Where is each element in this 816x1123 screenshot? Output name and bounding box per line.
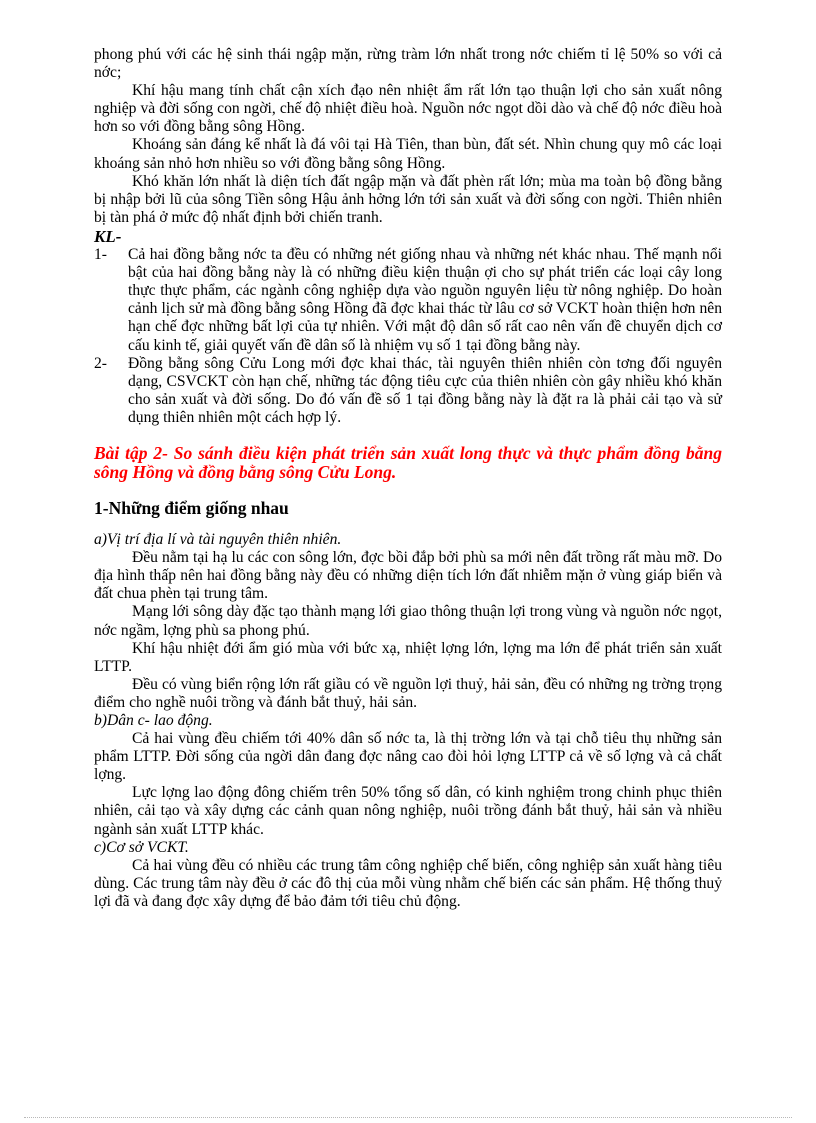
conclusion-item-1	[94, 246, 722, 355]
paragraph-a2: Mạng lới sông dày đặc tạo thành mạng lới giao thông thuận lợi trong vùng và nguồn nớc ngọt, nớc ngầm, lợng phù sa phong phú.	[94, 603, 722, 639]
list-number: 1-	[94, 246, 107, 264]
page-bottom-border	[24, 1117, 792, 1118]
list-item-text: Cả hai đồng bằng nớc ta đều có những nét giống nhau và những nét khác nhau. Thế mạnh nổi bật của hai đồng bằng này là có những điều kiện thuận ợi cho sự phát triển các loại cây long thực thực phẩm, các ngành công nghiệp dựa vào nguồn nguyên liệu từ nông nghiệp. Do hoàn cảnh lịch sử mà đồng bằng sông Hồng đã đợc khai thác từ lâu cơ sở VCKT hoàn thiện hơn nên hạn chế đợc những bất lợi của tự nhiên. Với mật độ dân số rất cao nên vấn đề chuyển dịch cơ cấu kinh tế, giải quyết vấn đề dân số là nhiệm vụ số 1 tại đồng bằng này.	[128, 246, 722, 354]
paragraph-minerals: Khoáng sản đáng kể nhất là đá vôi tại Hà Tiên, than bùn, đất sét. Nhìn chung quy mô các loại khoáng sản nhỏ hơn nhiều so với đồng bằng sông Hồng.	[94, 136, 722, 172]
conclusion-item-2	[94, 355, 722, 427]
paragraph-a1: Đều nằm tại hạ lu các con sông lớn, đợc bồi đắp bởi phù sa mới nên đất trồng rất màu mỡ. Do địa hình thấp nên hai đồng bằng này đều có những diện tích lớn đất nhiễm mặn ở vùng giáp biển và đất chua phèn tại trung tâm.	[94, 549, 722, 603]
paragraph-difficulties: Khó khăn lớn nhất là diện tích đất ngập mặn và đất phèn rất lớn; mùa ma toàn bộ đồng bằng bị nhập bởi lũ của sông Tiền sông Hậu ảnh hởng lớn tới sản xuất và đời sống con ngời. Thiên nhiên bị tàn phá ở mức độ nhất định bởi chiến tranh.	[94, 172, 722, 226]
subsection-a-heading: a)Vị trí địa lí và tài nguyên thiên nhiên.	[94, 531, 342, 549]
exercise-title: Bài tập 2- So sánh điều kiện phát triển sản xuất long thực và thực phẩm đồng bằng sông Hồng và đồng bằng sông Cửu Long.	[94, 442, 722, 482]
paragraph-b2: Lực lợng lao động đông chiếm trên 50% tổng số dân, có kinh nghiệm trong chinh phục thiên nhiên, cải tạo và xây dựng các cảnh quan nông nghiệp, nuôi trồng đánh bắt thuỷ, hải sản và nhiều ngành sản xuất LTTP khác.	[94, 784, 722, 838]
subsection-c-heading: c)Cơ sở VCKT.	[94, 838, 189, 856]
paragraph-c1: Cả hai vùng đều có nhiều các trung tâm công nghiệp chế biến, công nghiệp sản xuất hàng tiêu dùng. Các trung tâm này đều ở các đô thị của mỗi vùng nhằm chế biến các sản phẩm. Hệ thống thuỷ lợi đã và đang đợc xây dựng để bảo đảm tới tiêu chủ động.	[94, 856, 722, 910]
paragraph-a4: Đều có vùng biển rộng lớn rất giầu có về nguồn lợi thuỷ, hải sản, đều có những ng trờng trọng điểm cho nghề nuôi trồng và đánh bắt thuỷ, hải sản.	[94, 675, 722, 711]
conclusion-heading: KL-	[94, 226, 122, 246]
paragraph-climate: Khí hậu mang tính chất cận xích đạo nên nhiệt ẩm rất lớn tạo thuận lợi cho sản xuất nông nghiệp và đời sống con ngời, chế độ nhiệt điều hoà. Nguồn nớc ngọt dồi dào và chế độ nớc điều hoà hơn so với đồng bằng sông Hồng.	[94, 82, 722, 136]
paragraph-intro: phong phú với các hệ sinh thái ngập mặn, rừng tràm lớn nhất trong nớc chiếm tỉ lệ 50% so với cả nớc;	[94, 46, 722, 82]
list-number: 2-	[94, 354, 107, 372]
paragraph-b1: Cả hai vùng đều chiếm tới 40% dân số nớc ta, là thị trờng lớn và tại chỗ tiêu thụ những sản phẩm LTTP. Đời sống của ngời dân đang đợc nâng cao đòi hỏi lợng LTTP cả về số lợng và cả chất lợng.	[94, 730, 722, 784]
section-heading: 1-Những điểm giống nhau	[94, 497, 289, 518]
paragraph-a3: Khí hậu nhiệt đới ẩm gió mùa với bức xạ, nhiệt lợng lớn, lợng ma lớn để phát triển sản xuất LTTP.	[94, 639, 722, 675]
subsection-b-heading: b)Dân c- lao động.	[94, 712, 213, 729]
list-item-text: Đồng bằng sông Cửu Long mới đợc khai thác, tài nguyên thiên nhiên còn tơng đối nguyên dạng, CSVCKT còn hạn chế, những tác động tiêu cực của thiên nhiên còn gây nhiều khó khăn cho sản xuất và đời sống. Do đó vấn đề số 1 tại đồng bằng này là đặt ra là phải cải tạo và sử dụng thiên nhiên một cách hợp lý.	[128, 354, 722, 426]
document-page	[94, 46, 722, 911]
